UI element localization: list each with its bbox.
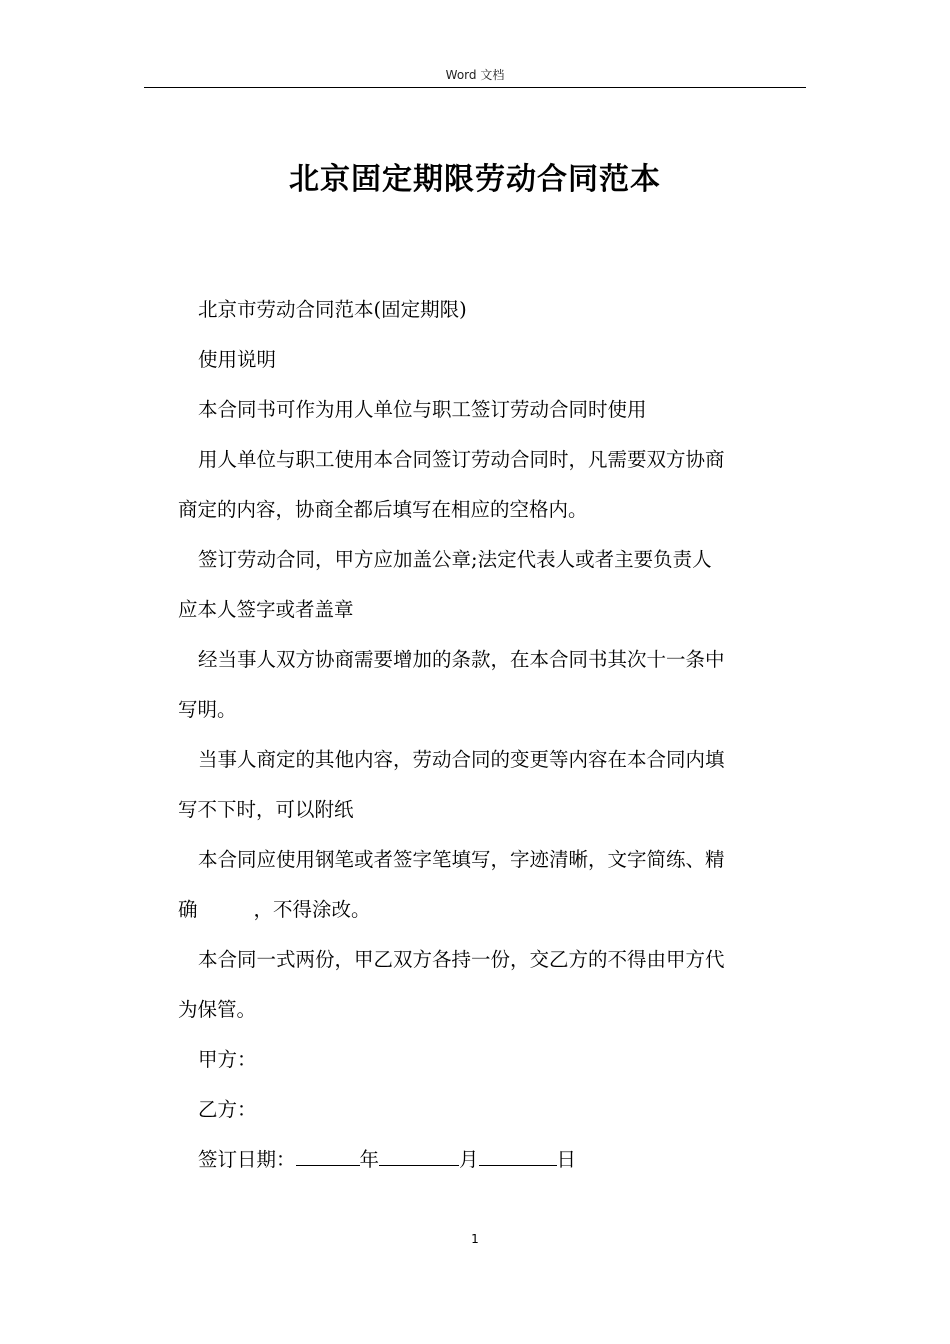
year-label: 年 (359, 1148, 380, 1171)
day-blank (479, 1143, 557, 1166)
paragraph-usage-5-line-1: 当事人商定的其他内容，劳动合同的变更等内容在本合同内填 (198, 748, 725, 771)
paragraph-subtitle: 北京市劳动合同范本(固定期限) (198, 298, 467, 321)
paragraph-usage-4-line-2: 写明。 (178, 698, 237, 721)
paragraph-usage-4-line-1: 经当事人双方协商需要增加的条款，在本合同书其次十一条中 (198, 648, 725, 671)
header-rule (144, 87, 806, 88)
paragraph-usage-7-line-1: 本合同一式两份，甲乙双方各持一份，交乙方的不得由甲方代 (198, 948, 725, 971)
month-label: 月 (459, 1148, 479, 1171)
paragraph-usage-heading: 使用说明 (198, 348, 277, 371)
paragraph-usage-3-line-2: 应本人签字或者盖章 (178, 598, 354, 621)
paragraph-usage-2-line-1: 用人单位与职工使用本合同签订劳动合同时，凡需要双方协商 (198, 448, 725, 471)
page-header: Word 文档 (445, 68, 505, 82)
signing-date-label: 签订日期： (198, 1148, 296, 1171)
paragraph-usage-7-line-2: 为保管。 (178, 998, 257, 1021)
signing-date-line (178, 1135, 806, 1185)
month-blank (379, 1143, 459, 1166)
precise-line-end: ，不得涂改。 (253, 898, 371, 921)
paragraph-usage-5-line-2: 写不下时，可以附纸 (178, 798, 354, 821)
page-number: 1 (471, 1232, 479, 1246)
paragraph-usage-2-line-2: 商定的内容，协商全都后填写在相应的空格内。 (178, 498, 588, 521)
paragraph-usage-3-line-1: 签订劳动合同，甲方应加盖公章;法定代表人或者主要负责人 (198, 548, 712, 571)
document-title: 北京固定期限劳动合同范本 (289, 162, 661, 197)
year-blank (296, 1143, 360, 1166)
paragraph-usage-1: 本合同书可作为用人单位与职工签订劳动合同时使用 (198, 398, 647, 421)
precise-line-start: 确 (178, 898, 198, 921)
paragraph-usage-6-line-2 (178, 885, 806, 935)
day-label: 日 (556, 1148, 577, 1171)
party-b-label: 乙方： (198, 1098, 257, 1121)
document-body (178, 285, 806, 1185)
paragraph-usage-6-line-1: 本合同应使用钢笔或者签字笔填写，字迹清晰，文字简练、精 (198, 848, 725, 871)
party-a-label: 甲方： (198, 1048, 257, 1071)
